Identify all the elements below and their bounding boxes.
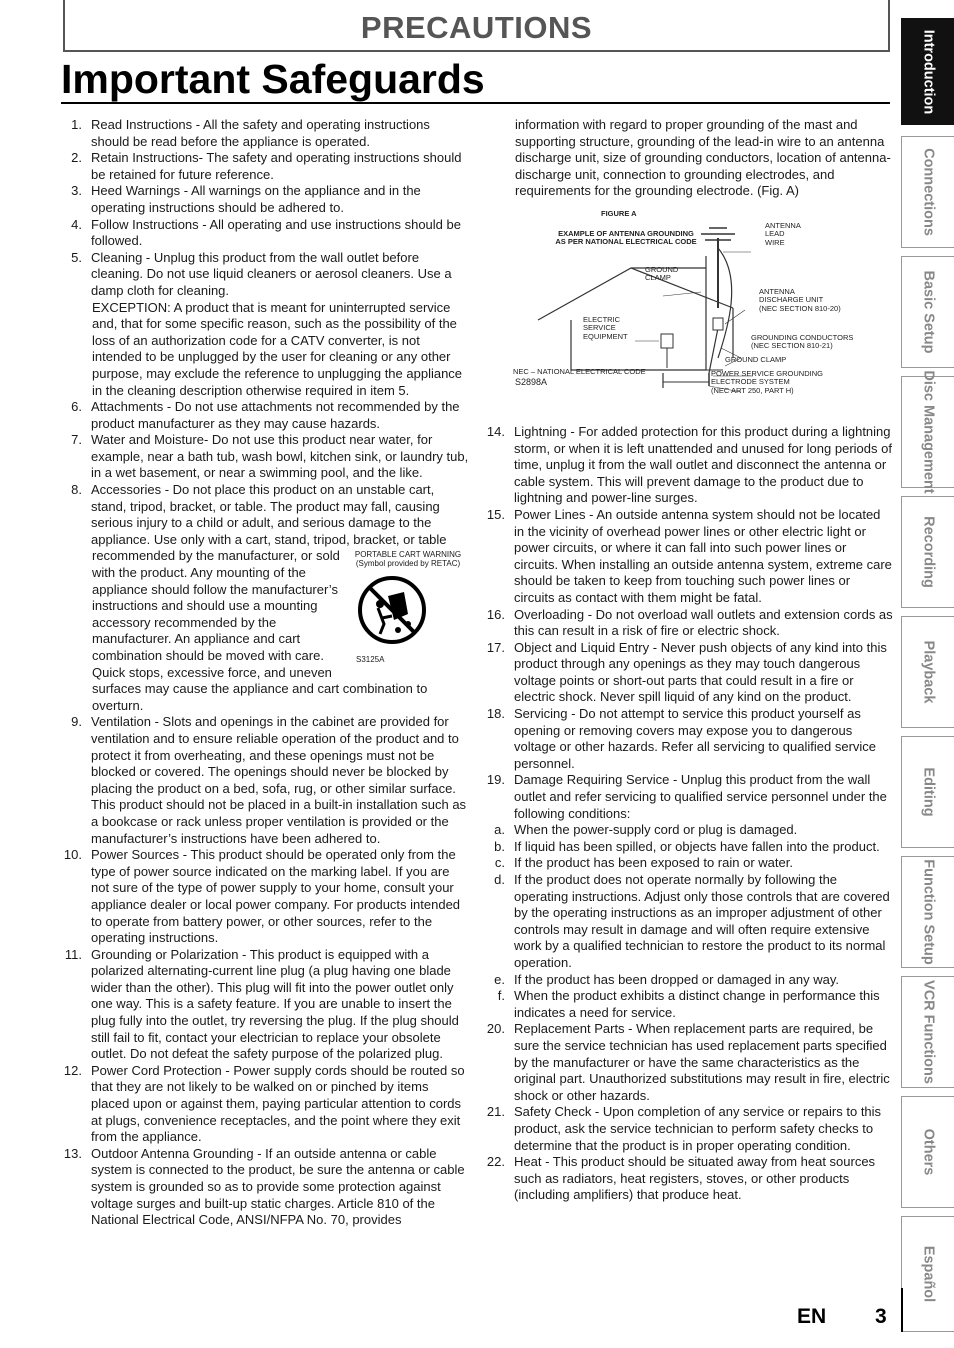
- tab-vcr-functions[interactable]: [901, 976, 954, 1088]
- item-text-continued: recommended by the manufacturer, or sold with the product. Any mounting of the appliance should follow the manufacturer’s instructions and should use a mounting accessory recommended by the manufacturer. An appliance and cart combination should be moved with care. Quick stops, excessive force, and uneven surfaces may cause the appliance and cart combination to overturn.: [92, 548, 428, 713]
- item-number: 3.: [71, 183, 82, 199]
- item-text: Object and Liquid Entry - Never push objects of any kind into this product through any openings as they may touch dangerous voltage points or short-out parts that could result in a fire or electric shock. Never spill liquid of any kind on the product.: [514, 639, 887, 705]
- label-line: WIRE: [765, 237, 785, 247]
- tab-introduction[interactable]: [901, 18, 954, 125]
- label-line: CLAMP: [645, 273, 671, 283]
- list-item: [483, 822, 893, 839]
- list-item: [60, 714, 470, 847]
- list-item: [60, 117, 470, 150]
- label-line: DISCHARGE UNIT: [759, 295, 824, 305]
- tab-label: Playback: [920, 640, 937, 704]
- item-number: a.: [494, 822, 505, 838]
- item-text: Heat - This product should be situated away from heat sources such as radiators, heat registers, stoves, or other products (including amplifiers) that produce heat.: [514, 1154, 876, 1203]
- list-item: [60, 847, 470, 947]
- item-13-continued: information with regard to proper grounding of the mast and supporting structure, grounding of the lead-in wire to an antenna discharge unit, size of grounding conductors, location of antenna-discharge unit, connection to grounding electrodes, and requirements for the grounding electrode. (Fig. A): [515, 117, 891, 199]
- tab-connections[interactable]: [901, 136, 954, 248]
- list-item: [60, 250, 470, 300]
- item-number: 1.: [71, 117, 82, 132]
- figure-label: FIGURE A: [601, 208, 637, 218]
- item-text: Power Cord Protection - Power supply cords should be routed so that they are not likely to be walked on or pinched by items placed upon or against them, paying particular attention to cords at plugs, convenience receptacles, and the point where they exit from the appliance.: [91, 1062, 465, 1145]
- label-line: ELECTRODE SYSTEM: [711, 377, 790, 387]
- right-column: [483, 117, 893, 1204]
- ground-clamp-label: [645, 266, 678, 283]
- list-item: [483, 988, 893, 1021]
- list-item: [60, 150, 470, 183]
- electric-service-label: [583, 316, 628, 342]
- tab-label: Connections: [920, 148, 937, 236]
- tab-disc-management[interactable]: [901, 370, 954, 494]
- tab-label: Introduction: [920, 29, 937, 114]
- chapter-tabs: [901, 18, 954, 1332]
- item-number: 14.: [486, 423, 505, 439]
- cart-caption: PORTABLE CART WARNING: [354, 550, 462, 560]
- label-line: LEAD: [765, 229, 785, 239]
- discharge-unit-label: [759, 288, 841, 314]
- figure-title-line: AS PER NATIONAL ELECTRICAL CODE: [555, 237, 697, 247]
- tab-label: Others: [920, 1128, 937, 1176]
- item-text: If the product has been exposed to rain or water.: [514, 855, 793, 871]
- item-number: 9.: [71, 714, 82, 730]
- item-number: 11.: [64, 946, 82, 962]
- list-item: [483, 507, 893, 607]
- item-number: 13.: [63, 1145, 82, 1161]
- tab-basic-setup[interactable]: [901, 256, 954, 368]
- figure-title-line: EXAMPLE OF ANTENNA GROUNDING: [558, 228, 694, 238]
- tab-label: VCR Functions: [920, 980, 937, 1084]
- item-number: c.: [494, 855, 505, 871]
- figure-title: [535, 230, 717, 247]
- item-number: 15.: [486, 506, 505, 522]
- tab-function-setup[interactable]: [901, 856, 954, 968]
- item-text: If the product does not operate normally by following the operating instructions. Adjust only those controls that are covered by the operating instructions as an improper adjustment of other controls may result in damage and will often require extensive work by a qualified technician to restore the product to its normal operation.: [514, 872, 890, 970]
- label-line: GROUND: [645, 264, 679, 274]
- item-text: Grounding or Polarization - This product is equipped with a polarized alternating-current line plug (a plug having one blade wider than the other). This plug will fit into the power outlet only one way. This is a safety feature. If you are unable to insert the plug fully into the outlet, try reversing the plug. If the plug should still fail to fit, contact your electrician to replace your obsolete outlet. Do not defeat the safety purpose of the polarized plug.: [91, 946, 459, 1062]
- item-text: Power Sources - This product should be operated only from the type of power source indicated on the marking label. If you are not sure of the type of power supply to your home, consult your appliance dealer or local power company. For products intended to operate from battery power, or other sources, refer to the operating instructions.: [91, 847, 461, 946]
- section-title: PRECAUTIONS: [360, 10, 593, 45]
- list-item: [483, 424, 893, 507]
- power-grounding-label: [711, 370, 823, 396]
- antenna-lead-wire-label: [765, 222, 801, 248]
- cart-caption-sub: (Symbol provided by RETAC): [355, 559, 461, 569]
- item-text: Attachments - Do not use attachments not recommended by the product manufacturer as they may cause hazards.: [91, 399, 460, 431]
- item-number: 16.: [486, 606, 505, 622]
- tab-recording[interactable]: [901, 496, 954, 608]
- label-line: GROUNDING CONDUCTORS: [751, 332, 854, 342]
- item-text: Lightning - For added protection for this product during a lightning storm, or when it is left unattended and unused for long periods of time, unplug it from the wall outlet and disconnect the antenna or cable system. This will prevent damage to the product due to lightning and power-line surges.: [514, 423, 892, 506]
- left-column: [60, 117, 470, 1229]
- cart-code: S3125A: [356, 654, 385, 664]
- item-text: When the product exhibits a distinct change in performance this indicates a need for service.: [514, 988, 880, 1020]
- item-number: 6.: [71, 399, 82, 415]
- page-number: 3: [875, 1305, 887, 1328]
- tab-playback[interactable]: [901, 616, 954, 728]
- item-text: Follow Instructions - All operating and use instructions should be followed.: [91, 216, 461, 249]
- list-item: [60, 399, 470, 432]
- tab-label: Editing: [920, 767, 937, 817]
- list-item: [60, 183, 470, 216]
- item-number: 12.: [63, 1062, 82, 1078]
- label-line: (NEC ART 250, PART H): [711, 385, 794, 395]
- cart-tipover-icon: [358, 574, 426, 646]
- item-text: Cleaning - Unplug this product from the wall outlet before cleaning. Do not use liquid cleaners or aerosol cleaners. Use a damp cloth for cleaning.: [91, 249, 452, 298]
- item-number: 20.: [486, 1021, 505, 1037]
- label-line: ANTENNA: [759, 286, 795, 296]
- item-text: Ventilation - Slots and openings in the cabinet are provided for ventilation and to ensure reliable operation of the product and to protect it from overheating, and these openings must not be blocked or covered. The openings should never be blocked by placing the product on a bed, sofa, rug, or other similar surface. This product should not be placed in a built-in installation such as a bookcase or rack unless proper ventilation is provided or the manufacturer’s instructions have been adhered to.: [91, 714, 467, 846]
- item-text: Retain Instructions- The safety and operating instructions should be retained for future reference.: [91, 150, 462, 182]
- label-line: (NEC SECTION 810-20): [759, 303, 841, 313]
- tab-label: Basic Setup: [920, 270, 937, 354]
- item-text: Heed Warnings - All warnings on the appliance and in the operating instructions should be adhered to.: [91, 183, 421, 215]
- item-text: Servicing - Do not attempt to service this product yourself as opening or removing covers may expose you to dangerous voltage or other hazards. Refer all servicing to qualified service personnel.: [514, 706, 877, 771]
- section-banner: [63, 0, 890, 52]
- item-number: d.: [494, 872, 505, 887]
- label-line: ANTENNA: [765, 220, 801, 230]
- item-text: Read Instructions - All the safety and operating instructions should be read before the appliance is operated.: [91, 117, 430, 149]
- tab-editing[interactable]: [901, 736, 954, 848]
- item-number: e.: [494, 971, 505, 987]
- grounding-conductors-label: [751, 334, 853, 351]
- label-line: EQUIPMENT: [583, 331, 628, 341]
- item-number: 22.: [486, 1154, 505, 1170]
- tab-espa-ol[interactable]: [901, 1216, 954, 1332]
- item-text: Damage Requiring Service - Unplug this product from the wall outlet and refer servicing to qualified service personnel under the following conditions:: [514, 772, 887, 821]
- nec-label: NEC – NATIONAL ELECTRICAL CODE: [513, 366, 646, 376]
- list-item: [483, 772, 893, 822]
- list-item: [483, 839, 893, 856]
- list-item: [483, 607, 893, 640]
- title-divider: [61, 102, 890, 104]
- list-item: [60, 1063, 470, 1146]
- item-number: 19.: [486, 772, 505, 788]
- item-number: 17.: [486, 639, 505, 655]
- list-item: [60, 432, 470, 482]
- item-number: 4.: [71, 216, 82, 232]
- list-item: [483, 706, 893, 772]
- item-number: b.: [494, 838, 505, 854]
- label-line: SERVICE: [583, 323, 616, 333]
- item-text: Safety Check - Upon completion of any service or repairs to this product, ask the service technician to perform safety checks to determine that the product is in proper operating condition.: [514, 1104, 882, 1153]
- item-number: 18.: [486, 706, 505, 722]
- tab-label: Function Setup: [920, 859, 937, 965]
- ground-clamp-lower-label: GROUND CLAMP: [725, 354, 787, 364]
- item-number: 5.: [71, 249, 82, 265]
- item-text: Power Lines - An outside antenna system should not be located in the vicinity of overhead power lines or other electric light or power circuits, or where it can fall into such power lines or circuits. When installing an outside antenna system, extreme care should be taken to keep from touching such power lines or circuits as contact with them might be fatal.: [514, 506, 892, 605]
- list-item: [60, 947, 470, 1063]
- item-text: When the power-supply cord or plug is damaged.: [514, 822, 798, 838]
- tab-label: Español: [920, 1245, 937, 1303]
- item-text: Water and Moisture- Do not use this product near water, for example, near a bath tub, wash bowl, kitchen sink, or laundry tub, in a wet basement, or near a swimming pool, and the like.: [91, 432, 469, 481]
- item-number: f.: [497, 988, 505, 1004]
- list-item: [60, 217, 470, 250]
- tab-others[interactable]: [901, 1096, 954, 1208]
- list-item: [483, 855, 893, 872]
- language-code: EN: [797, 1305, 827, 1328]
- figure-code: S2898A: [515, 376, 548, 387]
- item-number: 2.: [71, 150, 82, 166]
- item-text: Accessories - Do not place this product on an unstable cart, stand, tripod, bracket, or table. The product may fall, causing serious injury to a child or adult, and serious damage to the appliance. Use only with a cart, stand, tripod, bracket, or table: [91, 482, 447, 547]
- footer-divider: [901, 1288, 903, 1332]
- portable-cart-warning-figure: [350, 550, 466, 670]
- list-item: [483, 872, 893, 972]
- label-line: (NEC SECTION 810-21): [751, 341, 833, 351]
- item-number: 8.: [71, 482, 82, 498]
- list-item: [60, 482, 470, 548]
- item-5-exception: EXCEPTION: A product that is meant for uninterrupted service and, that for some specific reason, such as the possibility of the loss of an authorization code for a CATV converter, is not intended to be unplugged by the user for cleaning or any other purpose, may exclude the reference to unplugging the appliance in the cleaning description otherwise required in item 5.: [92, 299, 463, 398]
- list-item: [483, 1021, 893, 1104]
- item-number: 10.: [63, 847, 82, 863]
- list-item: [483, 640, 893, 706]
- tab-label: Recording: [920, 516, 937, 588]
- list-item: [60, 1146, 470, 1229]
- item-text: Replacement Parts - When replacement parts are required, be sure the service technician has used replacement parts specified by the manufacturer or have the same characteristics as the original part. Unauthorized substitutions may result in fire, electric shock or other hazards.: [514, 1021, 890, 1103]
- label-line: ELECTRIC: [583, 314, 621, 324]
- label-line: POWER SERVICE GROUNDING: [711, 368, 823, 378]
- tab-label: Disc Management: [920, 370, 937, 494]
- cart-warning-block: [60, 548, 470, 714]
- list-item: [483, 1104, 893, 1154]
- item-number: 7.: [71, 432, 82, 448]
- page-title: Important Safeguards: [61, 56, 485, 102]
- item-number: 21.: [486, 1104, 505, 1120]
- item-text: If liquid has been spilled, or objects have fallen into the product.: [514, 838, 880, 854]
- item-text: If the product has been dropped or damaged in any way.: [514, 971, 839, 987]
- list-item: [483, 1154, 893, 1204]
- list-item: [483, 972, 893, 989]
- item-text: Outdoor Antenna Grounding - If an outside antenna or cable system is connected to the product, be sure the antenna or cable system is grounded so as to provide some protection against voltage surges and built-up static charges. Article 810 of the National Electrical Code, ANSI/NFPA No. 70, provides: [91, 1145, 465, 1228]
- item-text: Overloading - Do not overload wall outlets and extension cords as this can result in a risk of fire or electric shock.: [514, 606, 893, 639]
- antenna-grounding-figure: [513, 208, 888, 416]
